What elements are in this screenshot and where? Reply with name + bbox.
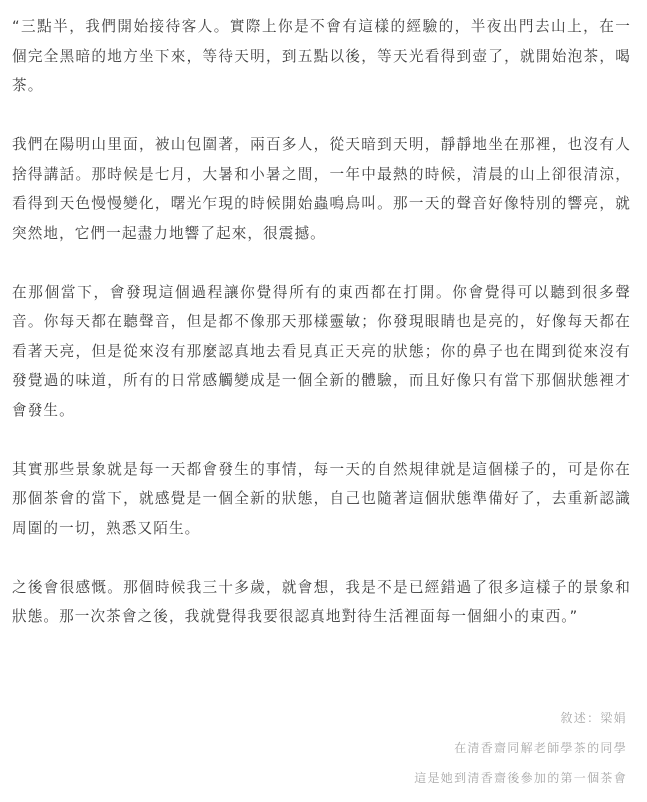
- paragraph-4: 其實那些景象就是每一天都會發生的事情，每一天的自然規律就是這個樣子的，可是你在那個茶會的當下，就感覺是一個全新的狀態，自己也隨著這個狀態準備好了，去重新認識周圍的一切，熟悉又陌生。: [12, 460, 631, 537]
- attribution-footer: [414, 703, 627, 793]
- paragraph-3: 在那個當下，會發現這個過程讓你覺得所有的東西都在打開。你會覺得可以聽到很多聲音。你每天都在聽聲音，但是都不像那天那樣靈敏；你發現眼睛也是亮的，好像每天都在看著天亮，但是從來沒有那麼認真地去看見真正天亮的狀態；你的鼻子也在聞到從來沒有發覺過的味道，所有的日常感觸變成是一個全新的體驗，而且好像只有當下那個狀態裡才會發生。: [12, 283, 631, 419]
- narrator-description: 在清香齋同解老師學茶的同學: [454, 741, 627, 755]
- paragraph-2: 我們在陽明山里面，被山包圍著，兩百多人，從天暗到天明，靜靜地坐在那裡，也沒有人捨得講話。那時候是七月，大暑和小暑之間，一年中最熱的時候，清晨的山上卻很清涼，看得到天色慢慢變化，曙光乍現的時候開始蟲鳴鳥叫。那一天的聲音好像特別的響亮，就突然地，它們一起盡力地響了起來，很震撼。: [12, 136, 631, 242]
- event-description: 這是她到清香齋後參加的第一個茶會: [414, 771, 627, 785]
- paragraph-5: 之後會很感慨。那個時候我三十多歲，就會想，我是不是已經錯過了很多這樣子的景象和狀態。那一次茶會之後，我就覺得我要很認真地對待生活裡面每一個細小的東西。”: [12, 578, 631, 625]
- article-body: [12, 12, 631, 632]
- paragraph-1: “三點半，我們開始接待客人。實際上你是不會有這樣的經驗的，半夜出門去山上，在一個完全黑暗的地方坐下來，等待天明，到五點以後，等天光看得到壺了，就開始泡茶，喝茶。: [12, 18, 631, 94]
- narrator-credit: 敘述：梁娟: [560, 711, 627, 725]
